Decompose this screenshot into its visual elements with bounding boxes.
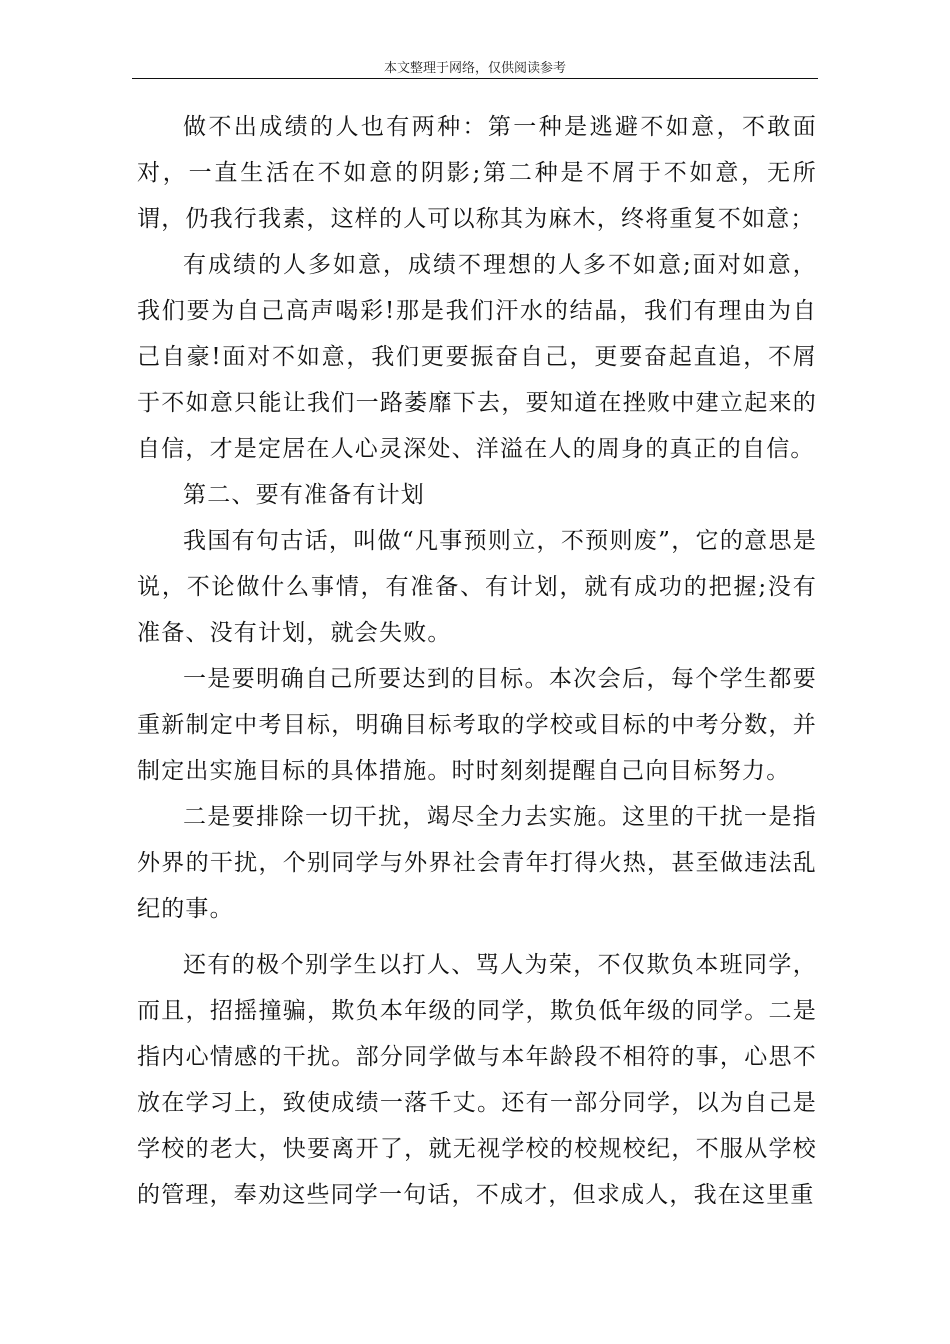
paragraph-4: 一是要明确自己所要达到的目标。本次会后，每个学生都要重新制定中考目标，明确目标考取的学校或目标的中考分数，并制定出实施目标的具体措施。时时刻刻提醒自己向目标努力。: [137, 666, 817, 784]
section-heading: 第二、要有准备有计划: [183, 482, 425, 508]
paragraph-5: 二是要排除一切干扰，竭尽全力去实施。这里的干扰一是指外界的干扰，个别同学与外界社会青年打得火热，甚至做违法乱纪的事。: [137, 804, 817, 922]
header-divider: [132, 78, 818, 79]
page-header: 本文整理于网络，仅供阅读参考: [383, 61, 566, 76]
paragraph-1: 做不出成绩的人也有两种：第一种是逃避不如意，不敢面对，一直生活在不如意的阴影;第二种是不屑于不如意，无所谓，仍我行我素，这样的人可以称其为麻木，终将重复不如意；: [137, 114, 817, 232]
paragraph-3: 我国有句古话，叫做“凡事预则立，不预则废”，它的意思是说，不论做什么事情，有准备、有计划，就有成功的把握;没有准备、没有计划，就会失败。: [137, 528, 817, 646]
paragraph-2: 有成绩的人多如意，成绩不理想的人多不如意;面对如意，我们要为自己高声喝彩!那是我们汗水的结晶，我们有理由为自己自豪!面对不如意，我们更要振奋自己，更要奋起直追，不屑于不如意只能让我们一路萎靡下去，要知道在挫败中建立起来的自信，才是定居在人心灵深处、洋溢在人的周身的真正的自信。: [137, 252, 817, 462]
document-body: [137, 104, 817, 1218]
paragraph-6: 还有的极个别学生以打人、骂人为荣，不仅欺负本班同学，而且，招摇撞骗，欺负本年级的同学，欺负低年级的同学。二是指内心情感的干扰。部分同学做与本年龄段不相符的事，心思不放在学习上，致使成绩一落千丈。还有一部分同学，以为自己是学校的老大，快要离开了，就无视学校的校规校纪，不服从学校的管理，奉劝这些同学一句话，不成才，但求成人，我在这里重: [137, 952, 817, 1208]
